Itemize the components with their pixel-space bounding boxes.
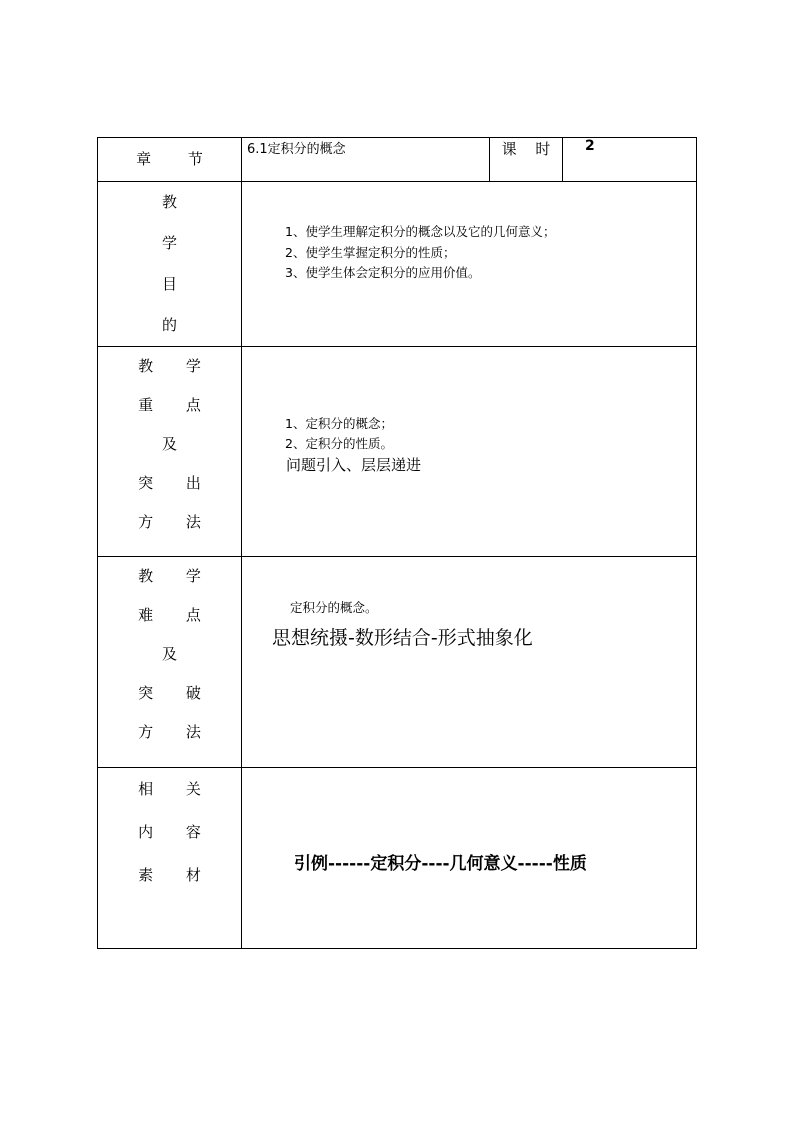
key-points-label-line-5: 方 法: [138, 513, 215, 531]
chapter-value-cell: [242, 138, 490, 182]
key-points-method: 问题引入、层层递进: [286, 456, 422, 474]
key-points-label-cell: [98, 347, 242, 557]
chapter-label-stack: [98, 152, 241, 167]
objectives-label-cell: [98, 182, 242, 347]
materials-label-line-2: 内 容: [138, 823, 215, 841]
hours-value: 2: [585, 138, 595, 154]
hours-label: 课 时: [501, 140, 558, 158]
key-points-content-cell: [242, 347, 697, 557]
list-item: 2、定积分的性质。: [285, 436, 393, 451]
difficulties-label-line-4: 突 破: [138, 684, 215, 702]
list-item: 1、定积分的概念；: [285, 416, 393, 431]
table-row-materials: [98, 768, 697, 949]
difficulties-big-text: 思想统摄-数形结合-形式抽象化: [272, 626, 533, 649]
objectives-label-line-2: 学: [161, 234, 191, 252]
objectives-label-line-1: 教: [161, 193, 191, 211]
hours-value-cell: [563, 138, 697, 182]
objectives-label-line-4: 的: [161, 316, 191, 334]
table-row-objectives: [98, 182, 697, 347]
difficulties-content-cell: [242, 557, 697, 768]
difficulties-label-cell: [98, 557, 242, 768]
objectives-list: [242, 182, 696, 284]
materials-label-cell: [98, 768, 242, 949]
hours-label-cell: [490, 138, 563, 182]
difficulties-small-text: 定积分的概念。: [290, 600, 378, 615]
materials-label-line-3: 素 材: [138, 866, 215, 884]
materials-content-cell: [242, 768, 697, 949]
materials-label-stack: [98, 768, 241, 897]
chapter-label-cell: [98, 138, 242, 182]
difficulties-label-line-3: 及: [161, 645, 191, 663]
difficulties-label-line-1: 教 学: [138, 567, 215, 585]
key-points-list: [242, 347, 696, 454]
materials-label-line-1: 相 关: [138, 780, 215, 798]
key-points-label-line-3: 及: [161, 435, 191, 453]
list-item: 1、使学生理解定积分的概念以及它的几何意义；: [285, 224, 556, 239]
key-points-label-stack: [98, 347, 241, 542]
list-item: 2、使学生掌握定积分的性质；: [285, 244, 456, 260]
key-points-label-line-4: 突 出: [138, 474, 215, 492]
difficulties-label-line-5: 方 法: [138, 723, 215, 741]
list-item: 3、使学生体会定积分的应用价值。: [285, 265, 481, 281]
difficulties-label-line-2: 难 点: [138, 606, 215, 624]
chapter-label: 章 节: [136, 150, 219, 168]
key-points-label-line-2: 重 点: [138, 396, 215, 414]
objectives-content-cell: [242, 182, 697, 347]
objectives-label-line-3: 目: [161, 275, 191, 293]
materials-flow-text: 引例------定积分----几何意义-----性质: [294, 854, 587, 874]
table-row-key-points: [98, 347, 697, 557]
key-points-label-line-1: 教 学: [138, 357, 215, 375]
objectives-label-stack: [98, 182, 241, 346]
table-row-header: [98, 138, 697, 182]
difficulties-label-stack: [98, 557, 241, 752]
table-row-difficulties: [98, 557, 697, 768]
chapter-title: 6.1定积分的概念: [247, 142, 346, 157]
lesson-plan-table: [97, 137, 697, 949]
